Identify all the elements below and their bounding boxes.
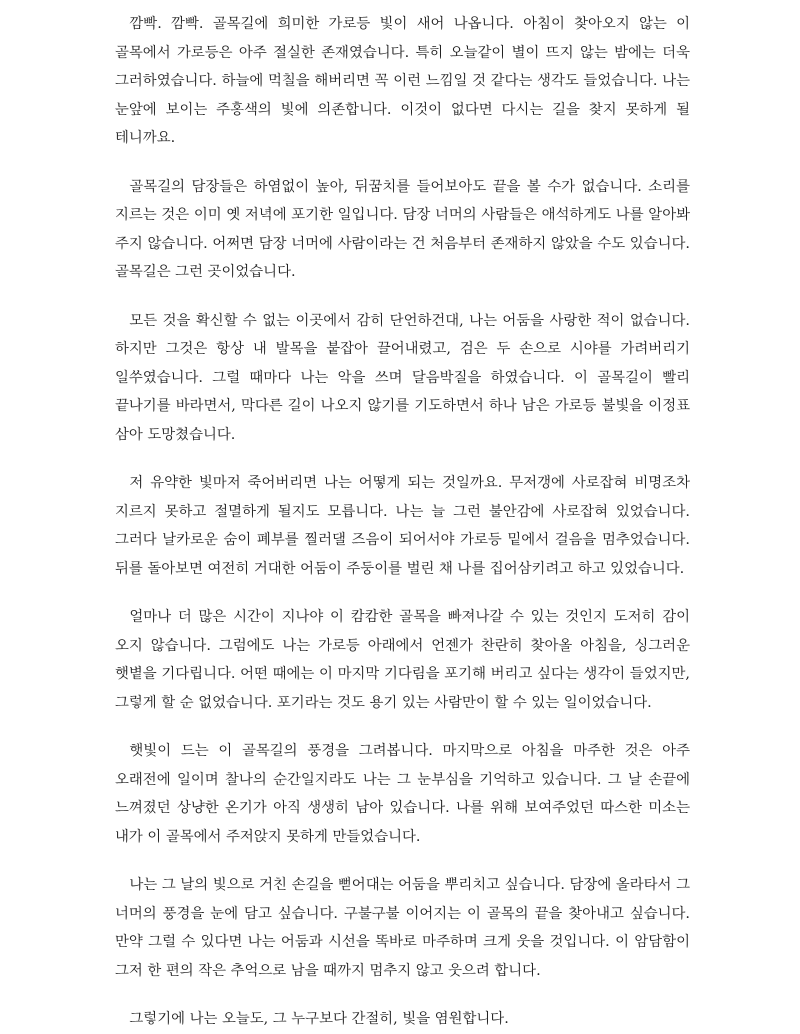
paragraph-6: 햇빛이 드는 이 골목길의 풍경을 그려봅니다. 마지막으로 아침을 마주한 것은 아주 오래전에 일이며 찰나의 순간일지라도 나는 그 눈부심을 기억하고 있습니다. 그 날 손끝에 느껴졌던 상냥한 온기가 아직 생생히 남아 있습니다. 나를 위해 보여주었던 따스한 미소는 내가 이 골목에서 주저앉지 못하게 만들었습니다. — [115, 743, 690, 845]
paragraph-4: 저 유약한 빛마저 죽어버리면 나는 어떻게 되는 것일까요. 무저갱에 사로잡혀 비명조차 지르지 못하고 절멸하게 될지도 모릅니다. 나는 늘 그런 불안감에 사로잡혀 있었습니다. 그러다 날카로운 숨이 폐부를 찔러댈 즈음이 되어서야 가로등 밑에서 걸음을 멈추었습니다. 뒤를 돌아보면 여전히 거대한 어둠이 주둥이를 벌린 채 나를 집어삼키려고 하고 있었습니다. — [115, 475, 690, 577]
paragraph-7: 나는 그 날의 빛으로 거친 손길을 뻗어대는 어둠을 뿌리치고 싶습니다. 담장에 올라타서 그 너머의 풍경을 눈에 담고 싶습니다. 구불구불 이어지는 이 골목의 끝을 찾아내고 싶습니다. 만약 그럴 수 있다면 나는 어둠과 시선을 똑바로 마주하며 크게 웃을 것입니다. 이 암담함이 그저 한 편의 작은 추억으로 남을 때까지 멈추지 않고 웃으려 합니다. — [115, 877, 690, 979]
document-body — [115, 10, 690, 1034]
paragraph-5: 얼마나 더 많은 시간이 지나야 이 캄캄한 골목을 빠져나갈 수 있는 것인지 도저히 감이 오지 않습니다. 그럼에도 나는 가로등 아래에서 언젠가 찬란히 찾아올 아침을, 싱그러운 햇볕을 기다립니다. 어떤 때에는 이 마지막 기다림을 포기해 버리고 싶다는 생각이 들었지만, 그렇게 할 순 없었습니다. 포기라는 것도 용기 있는 사람만이 할 수 있는 일이었습니다. — [115, 609, 690, 711]
paragraph-1: 깜빡. 깜빡. 골목길에 희미한 가로등 빛이 새어 나옵니다. 아침이 찾아오지 않는 이 골목에서 가로등은 아주 절실한 존재였습니다. 특히 오늘같이 별이 뜨지 않는 밤에는 더욱 그러하였습니다. 하늘에 먹칠을 해버리면 꼭 이런 느낌일 것 같다는 생각도 들었습니다. 나는 눈앞에 보이는 주홍색의 빛에 의존합니다. 이것이 없다면 다시는 길을 찾지 못하게 될 테니까요. — [115, 16, 690, 146]
paragraph-2: 골목길의 담장들은 하염없이 높아, 뒤꿈치를 들어보아도 끝을 볼 수가 없습니다. 소리를 지르는 것은 이미 옛 저녁에 포기한 일입니다. 담장 너머의 사람들은 애석하게도 나를 알아봐 주지 않습니다. 어쩌면 담장 너머에 사람이라는 건 처음부터 존재하지 않았을 수도 있습니다. 골목길은 그런 곳이었습니다. — [115, 178, 690, 280]
paragraph-8: 그렇기에 나는 오늘도, 그 누구보다 간절히, 빛을 염원합니다. — [129, 1011, 509, 1027]
paragraph-3: 모든 것을 확신할 수 없는 이곳에서 감히 단언하건대, 나는 어둠을 사랑한 적이 없습니다. 하지만 그것은 항상 내 발목을 붙잡아 끌어내렸고, 검은 두 손으로 시야를 가려버리기 일쑤였습니다. 그럴 때마다 나는 악을 쓰며 달음박질을 하였습니다. 이 골목길이 빨리 끝나기를 바라면서, 막다른 길이 나오지 않기를 기도하면서 하나 남은 가로등 불빛을 이정표 삼아 도망쳤습니다. — [115, 312, 690, 443]
